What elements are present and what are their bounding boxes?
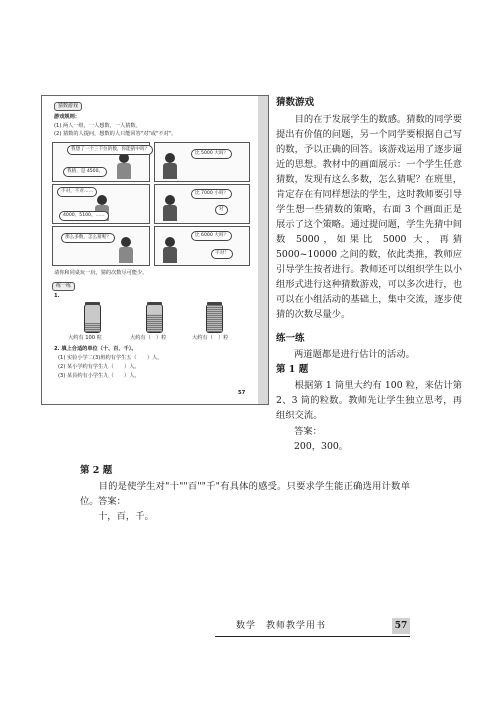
section-tag: 猜数游戏 xyxy=(54,102,82,111)
question-2-answer: 十，百，千。 xyxy=(98,511,154,522)
comic-panel xyxy=(52,142,150,182)
question-1-answer: 200，300。 xyxy=(294,441,349,452)
question-1-title: 第 1 题 xyxy=(276,364,309,375)
child-figure xyxy=(161,195,179,221)
rule-1: (1) 两人一组，一人想数，一人猜数。 xyxy=(54,123,141,129)
guess-paragraph: 目的在于发展学生的数感。猜数的同学要提出有价值的问题，另一个同学要根据自己写的数，予以正确的回答。该游戏运用了逐步逼近的思想。教材中的画面展示：一个学生任意猜数，发现有这么多数，怎么猜呢？在班里，肯定存在有同样想法的学生，这时教师要引导学生想一些猜数的策略，右面 3 个画面正是展示了这个策略。通过提问题，学生先猜中间数 5000，如果比 5000 大，再猜 5000~10000 之间的数，依此类推，教师应引导学生按者进行。教师还可以组织学生以小组形式进行这种猜数游戏，可以多次进行，也可以在小组活动的基础上，集中交流，逐步使猜的次数尽量少。 xyxy=(276,114,462,320)
page-number: 57 xyxy=(392,618,410,634)
activity-prompt: 请你和同桌玩一玩，猜的次数尽可能少。 xyxy=(54,270,148,276)
question-2-item: (3) 某县约有小学生九（ ）人。 xyxy=(58,373,140,379)
speech-bubble: 我猜，是 4500。 xyxy=(63,167,107,177)
jar-label: 大约有 100 粒 xyxy=(68,335,102,341)
footer-rule xyxy=(215,636,410,637)
speech-bubble: 比 7000 小吗？ xyxy=(191,189,232,199)
rules-title: 游戏规则： xyxy=(54,114,80,120)
question-1-number: 1. xyxy=(54,293,60,299)
comic-panel xyxy=(154,184,250,224)
question-2-paragraph: 目的是使学生对"十""百""千"有具体的感受。只要求学生能正确选用计数单位。 xyxy=(80,481,410,507)
question-2-item: (1) 实验小学二(3)班约有学生五（ ）人。 xyxy=(58,355,163,361)
speech-bubble: 比 6000 大吗？ xyxy=(191,231,232,241)
rule-2: (2) 猜数的人提问，想数的人只能回答"对"或"不对"。 xyxy=(54,131,177,137)
comic-panel xyxy=(52,184,150,224)
speech-bubble: 不对，不对…… xyxy=(57,187,97,197)
question-2-answer-label: 答案： xyxy=(98,496,126,507)
section-title-practice: 练一练 xyxy=(276,333,305,344)
child-figure xyxy=(161,153,179,179)
question-2-title: 第 2 题 xyxy=(80,465,113,476)
section-title-guess: 猜数游戏 xyxy=(276,97,315,108)
speech-bubble: 比 5000 大吗？ xyxy=(191,149,232,159)
speech-bubble: 我想了一个三千位的数，你能猜中吗？ xyxy=(67,145,153,155)
speech-bubble: 那么多数，怎么猜呢？ xyxy=(61,233,115,243)
page-edge-shade xyxy=(258,96,268,404)
thumbnail-page-mark: 57 xyxy=(238,390,246,396)
speech-bubble: 不对！ xyxy=(211,249,233,259)
question-2-item: (2) 某小学约有学生九（ ）人。 xyxy=(58,364,140,370)
bean-jar xyxy=(206,304,223,333)
comic-panel xyxy=(154,142,250,182)
bean-jar xyxy=(146,304,163,333)
child-figure xyxy=(115,153,133,179)
jar-label: 大约有（ ）粒 xyxy=(130,335,167,341)
comic-panel xyxy=(154,226,250,266)
question-2-title: 2. 填上合适的单位（十、百、千）。 xyxy=(54,346,137,352)
question-1-paragraph: 根据第 1 筒里大约有 100 粒，来估计第 2、3 筒的粒数。教师先让学生独立思考，再组织交流。 xyxy=(276,380,462,421)
exercise-tag: 练一练 xyxy=(52,282,75,291)
child-figure xyxy=(161,237,179,263)
textbook-page-thumbnail xyxy=(41,95,269,405)
comic-panel xyxy=(52,226,150,266)
speech-bubble: 4000、5100、…… xyxy=(59,211,109,221)
question-1-answer-label: 答案： xyxy=(294,426,322,437)
footer-book-title: 数学 教师教学用书 xyxy=(236,621,327,631)
bean-jar xyxy=(84,304,101,333)
jar-label: 大约有（ ）粒 xyxy=(192,335,229,341)
child-figure xyxy=(117,237,135,263)
speech-bubble: 对 xyxy=(215,205,228,215)
practice-intro: 两道题都是进行估计的活动。 xyxy=(294,349,415,360)
